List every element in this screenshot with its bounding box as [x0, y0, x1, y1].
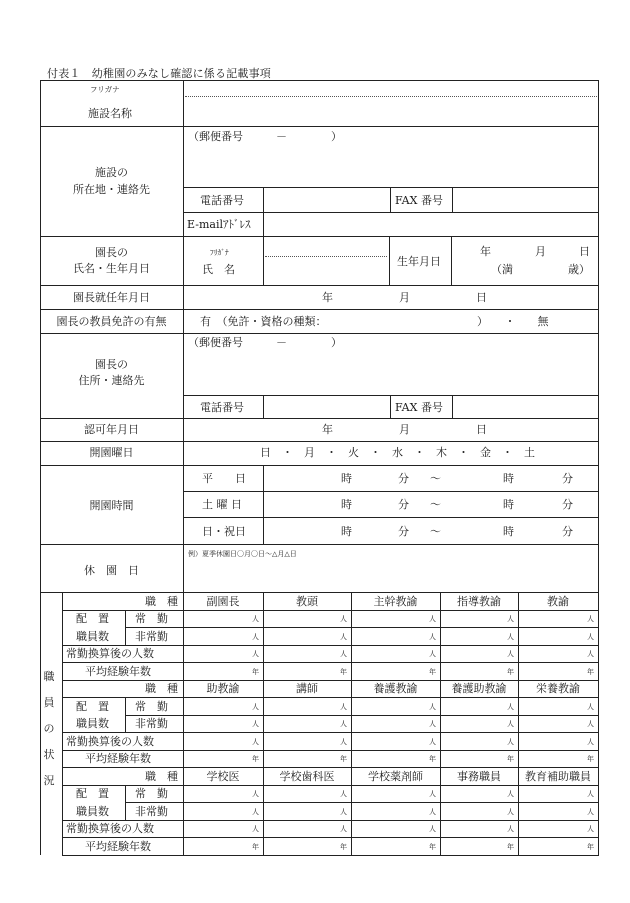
person-unit: 人 [507, 703, 514, 711]
minute-unit: 分 [562, 498, 573, 511]
open-hours-day: 日・祝日 [202, 525, 246, 538]
document-title: 付表１ 幼稚園のみなし確認に係る記載事項 [47, 67, 271, 80]
open-days-values: 日 ・ 月 ・ 火 ・ 水 ・ 木 ・ 金 ・ 土 [260, 446, 535, 459]
staff-row-line [62, 855, 599, 856]
year-unit: 年 [507, 668, 514, 676]
person-unit: 人 [340, 790, 347, 798]
staff-col-line [125, 697, 126, 732]
open-hours-day: 土 曜 日 [202, 498, 242, 511]
person-unit: 人 [252, 703, 259, 711]
person-unit: 人 [340, 808, 347, 816]
col-line [452, 187, 453, 212]
role-header: 養護助教諭 [451, 682, 507, 695]
director-label-2: 氏名・生年月日 [73, 262, 150, 275]
avg-exp-label: 平均経験年数 [85, 840, 151, 853]
staff-col-line [125, 785, 126, 820]
location-label-1: 施設の [95, 166, 128, 179]
col-line [263, 187, 264, 237]
avg-exp-label: 平均経験年数 [85, 665, 151, 678]
frame-right [598, 80, 599, 855]
part-time-label: 非常勤 [135, 717, 168, 730]
person-unit: 人 [429, 808, 436, 816]
person-unit: 人 [587, 633, 594, 641]
director-start-label: 園長就任年月日 [73, 291, 150, 304]
range-tilde: ～ [430, 498, 441, 511]
person-unit: 人 [507, 720, 514, 728]
col-line [390, 395, 391, 418]
location-email-label: E-mailｱﾄﾞﾚｽ [187, 218, 251, 231]
person-unit: 人 [429, 633, 436, 641]
person-unit: 人 [252, 808, 259, 816]
hour-unit: 時 [341, 525, 352, 538]
director-label-1: 園長の [95, 246, 128, 259]
person-unit: 人 [587, 808, 594, 816]
row-line [40, 418, 599, 419]
person-unit: 人 [429, 703, 436, 711]
person-unit: 人 [507, 825, 514, 833]
person-unit: 人 [507, 615, 514, 623]
year-unit: 年 [507, 843, 514, 851]
year-unit: 年 [587, 843, 594, 851]
closed-days-example: 例）夏季休園日〇月〇日～△月△日 [188, 550, 297, 558]
role-header: 教諭 [547, 595, 569, 608]
col-line [183, 80, 184, 592]
year-unit: 年 [429, 755, 436, 763]
col-line [390, 187, 391, 212]
col-line [263, 236, 264, 285]
placement-label: 配 置 [76, 787, 109, 800]
hour-unit: 時 [503, 498, 514, 511]
part-time-label: 非常勤 [135, 630, 168, 643]
open-days-label: 開園曜日 [89, 446, 134, 459]
role-header: 学校歯科医 [279, 770, 335, 783]
person-unit: 人 [587, 825, 594, 833]
col-line [451, 236, 452, 285]
row-line [40, 126, 599, 127]
person-unit: 人 [587, 738, 594, 746]
person-unit: 人 [252, 720, 259, 728]
person-unit: 人 [429, 720, 436, 728]
director-postal: （郵便番号 － ） [188, 336, 342, 349]
person-unit: 人 [429, 650, 436, 658]
job-type-label: 職 種 [145, 595, 178, 608]
staff-col-line [125, 610, 126, 645]
job-type-label: 職 種 [145, 682, 178, 695]
director-license-yes: 有 （免許・資格の種類： [200, 315, 327, 328]
staff-row-line [125, 627, 599, 628]
minute-unit: 分 [398, 472, 409, 485]
person-unit: 人 [252, 650, 259, 658]
person-unit: 人 [340, 825, 347, 833]
fte-label: 常勤換算後の人数 [66, 735, 154, 748]
full-time-label: 常 勤 [135, 612, 168, 625]
person-unit: 人 [507, 738, 514, 746]
placement-label: 配 置 [76, 612, 109, 625]
year-unit: 年 [252, 668, 259, 676]
role-header: 学校薬剤師 [368, 770, 423, 783]
person-unit: 人 [340, 650, 347, 658]
person-unit: 人 [429, 738, 436, 746]
person-unit: 人 [429, 615, 436, 623]
approval-ymd: 年 月 日 [322, 423, 487, 436]
person-unit: 人 [340, 738, 347, 746]
location-label-2: 所在地・連絡先 [73, 183, 150, 196]
row-line [40, 465, 599, 466]
minute-unit: 分 [562, 472, 573, 485]
row-line [40, 285, 599, 286]
location-phone-label: 電話番号 [200, 194, 244, 207]
col-line [389, 236, 390, 285]
row-line [40, 236, 599, 237]
col-line [263, 465, 264, 544]
director-address-label-1: 園長の [95, 358, 128, 371]
staff-count-label: 職員数 [76, 805, 109, 818]
year-unit: 年 [429, 668, 436, 676]
person-unit: 人 [587, 650, 594, 658]
person-unit: 人 [587, 615, 594, 623]
person-unit: 人 [429, 790, 436, 798]
job-type-label: 職 種 [145, 770, 178, 783]
location-fax-label: FAX 番号 [395, 194, 443, 207]
row-line [40, 592, 599, 593]
open-hours-label: 開園時間 [89, 499, 134, 512]
open-hours-day: 平 日 [202, 472, 246, 485]
person-unit: 人 [252, 615, 259, 623]
year-unit: 年 [252, 843, 259, 851]
hour-unit: 時 [341, 498, 352, 511]
row-line [183, 517, 598, 518]
col-line [263, 395, 264, 418]
range-tilde: ～ [430, 472, 441, 485]
placement-label: 配 置 [76, 700, 109, 713]
staff-side-divider [62, 592, 63, 855]
staff-side-char: 状 [43, 748, 55, 761]
part-time-label: 非常勤 [135, 805, 168, 818]
closed-days-label: 休 園 日 [84, 564, 139, 577]
role-header: 主幹教諭 [373, 595, 418, 608]
staff-row-line [125, 715, 599, 716]
person-unit: 人 [587, 720, 594, 728]
person-unit: 人 [252, 738, 259, 746]
fte-label: 常勤換算後の人数 [66, 822, 154, 835]
director-phone-label: 電話番号 [200, 401, 244, 414]
person-unit: 人 [507, 808, 514, 816]
person-unit: 人 [252, 825, 259, 833]
furigana-divider [265, 256, 387, 257]
row-line [40, 309, 599, 310]
year-unit: 年 [507, 755, 514, 763]
fte-label: 常勤換算後の人数 [66, 647, 154, 660]
director-license-label: 園長の教員免許の有無 [56, 315, 167, 328]
minute-unit: 分 [398, 498, 409, 511]
role-header: 助教諭 [206, 682, 240, 695]
role-header: 指導教諭 [457, 595, 501, 608]
minute-unit: 分 [562, 525, 573, 538]
person-unit: 人 [340, 703, 347, 711]
person-unit: 人 [340, 633, 347, 641]
frame-left [40, 80, 41, 855]
director-license-no: ） ・ 無 [477, 315, 549, 328]
year-unit: 年 [340, 668, 347, 676]
director-birth-label: 生年月日 [397, 255, 441, 268]
role-header: 講師 [296, 682, 318, 695]
year-unit: 年 [340, 843, 347, 851]
role-header: 事務職員 [457, 770, 501, 783]
director-age: （満 歳） [491, 263, 590, 276]
year-unit: 年 [252, 755, 259, 763]
director-furigana-label: ﾌﾘｶﾞﾅ [210, 248, 229, 257]
staff-count-label: 職員数 [76, 717, 109, 730]
location-postal: （郵便番号 － ） [188, 130, 342, 143]
role-header: 栄養教諭 [536, 682, 580, 695]
person-unit: 人 [429, 825, 436, 833]
director-address-label-2: 住所・連絡先 [78, 374, 145, 387]
person-unit: 人 [252, 790, 259, 798]
staff-side-char: 員 [43, 696, 55, 709]
staff-side-char: 況 [43, 774, 55, 787]
hour-unit: 時 [503, 472, 514, 485]
row-line [40, 544, 599, 545]
person-unit: 人 [587, 703, 594, 711]
avg-exp-label: 平均経験年数 [85, 752, 151, 765]
furigana-divider [185, 96, 597, 97]
staff-side-char: 職 [43, 670, 55, 683]
form-table [40, 80, 598, 855]
staff-row-line [125, 802, 599, 803]
person-unit: 人 [340, 720, 347, 728]
facility-furigana-label: フリガナ [90, 85, 120, 94]
approval-label: 認可年月日 [84, 423, 139, 436]
person-unit: 人 [507, 790, 514, 798]
director-fax-label: FAX 番号 [395, 401, 443, 414]
role-header: 教頭 [296, 595, 318, 608]
role-header: 教育補助職員 [525, 770, 591, 783]
hour-unit: 時 [503, 525, 514, 538]
year-unit: 年 [340, 755, 347, 763]
director-start-ymd: 年 月 日 [322, 291, 487, 304]
full-time-label: 常 勤 [135, 787, 168, 800]
minute-unit: 分 [398, 525, 409, 538]
person-unit: 人 [507, 650, 514, 658]
row-line [40, 441, 599, 442]
person-unit: 人 [587, 790, 594, 798]
person-unit: 人 [340, 615, 347, 623]
full-time-label: 常 勤 [135, 700, 168, 713]
person-unit: 人 [507, 633, 514, 641]
year-unit: 年 [587, 755, 594, 763]
range-tilde: ～ [430, 525, 441, 538]
director-birth-ymd: 年 月 日 [480, 245, 590, 258]
facility-name-label: 施設名称 [88, 107, 132, 120]
director-name-label: 氏 名 [202, 263, 235, 276]
row-line [183, 212, 598, 213]
row-line [183, 491, 598, 492]
frame-top [40, 80, 599, 81]
hour-unit: 時 [341, 472, 352, 485]
col-line [452, 395, 453, 418]
year-unit: 年 [429, 843, 436, 851]
staff-count-label: 職員数 [76, 630, 109, 643]
staff-side-char: の [43, 722, 55, 735]
person-unit: 人 [252, 633, 259, 641]
row-line [40, 333, 599, 334]
year-unit: 年 [587, 668, 594, 676]
role-header: 副園長 [206, 595, 240, 608]
role-header: 学校医 [206, 770, 240, 783]
role-header: 養護教諭 [373, 682, 418, 695]
